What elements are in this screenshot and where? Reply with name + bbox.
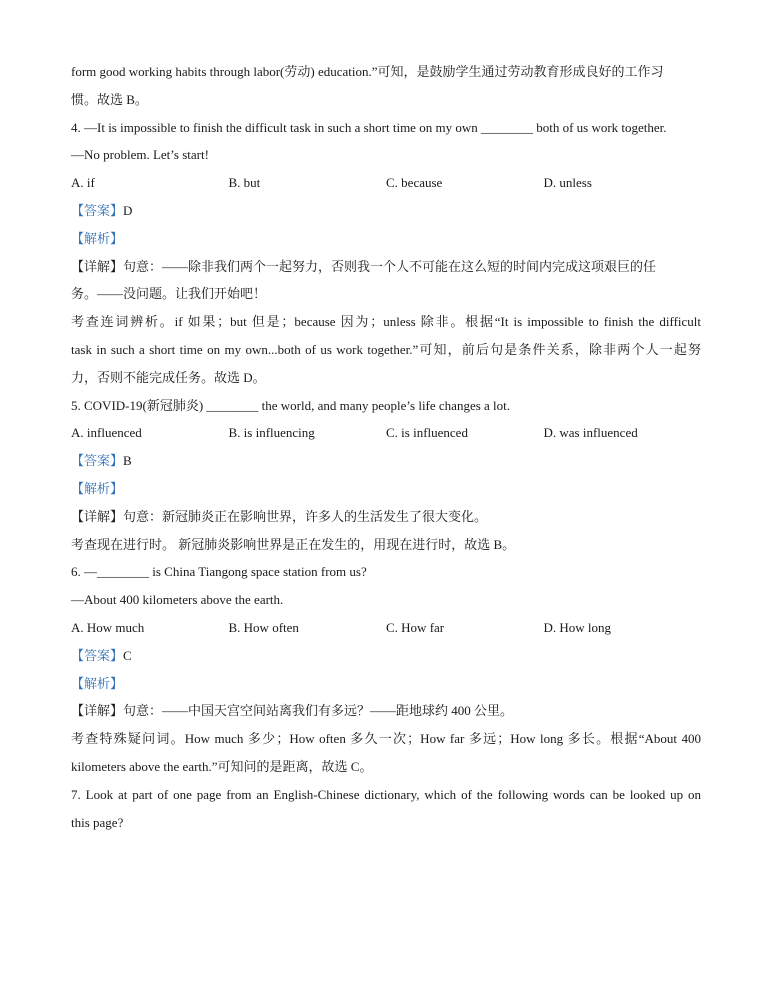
text-run: —No problem. Let’s start! <box>71 147 209 163</box>
text-line <box>71 586 701 614</box>
text-line <box>71 475 701 503</box>
text-run: C <box>123 647 132 663</box>
text-line <box>71 308 701 336</box>
answer-option: D. was influenced <box>543 425 638 441</box>
text-run: 【详解】 <box>71 258 124 274</box>
text-line <box>71 197 701 225</box>
answer-option: B. is influencing <box>228 425 315 441</box>
text-run: 务。——没问题。让我们开始吧！ <box>71 286 267 302</box>
text-run: 考查现在进行时。 新冠肺炎影响世界是正在发生的，用现在进行时，故选 B。 <box>71 536 516 552</box>
text-line <box>71 86 701 114</box>
text-line <box>71 58 701 86</box>
section-tag: 【答案】 <box>71 453 124 469</box>
text-line <box>71 336 701 364</box>
text-run: 力，否则不能完成任务。故选 D。 <box>71 369 266 385</box>
answer-option: C. How far <box>386 619 445 635</box>
text-line <box>71 447 701 475</box>
text-line <box>71 642 701 670</box>
text-line <box>71 725 701 753</box>
answer-option: D. How long <box>543 619 612 635</box>
text-run: kilometers above the earth.”可知问的是距离，故选 C。 <box>71 758 373 774</box>
text-run: 4. —It is impossible to finish the difficult task in such a short time on my own ________ both of us work together. <box>71 119 667 135</box>
text-run: 句意：新冠肺炎正在影响世界，许多人的生活发生了很大变化。 <box>123 508 488 524</box>
text-line <box>71 781 701 809</box>
answer-options <box>71 614 701 642</box>
text-line <box>71 503 701 531</box>
text-run: 7. Look at part of one page from an English-Chinese dictionary, which of the following words can be looked up on <box>71 786 701 802</box>
answer-option: A. How much <box>71 619 145 635</box>
text-line <box>71 753 701 781</box>
answer-option: A. if <box>71 175 95 191</box>
text-run: 6. —________ is China Tiangong space station from us? <box>71 564 367 580</box>
text-line <box>71 280 701 308</box>
answer-option: A. influenced <box>71 425 142 441</box>
text-line <box>71 670 701 698</box>
section-tag: 【解析】 <box>71 675 124 691</box>
answer-options <box>71 169 701 197</box>
text-line <box>71 253 701 281</box>
text-line <box>71 809 701 837</box>
answer-options <box>71 419 701 447</box>
text-run: 句意：——中国天宫空间站离我们有多远？——距地球约 400 公里。 <box>123 703 514 719</box>
text-line <box>71 697 701 725</box>
text-run: 5. COVID-19(新冠肺炎) ________ the world, and many people’s life changes a lot. <box>71 397 511 413</box>
text-run: 考查连词辨析。if 如果；but 但是；because 因为；unless 除非。根据“It is impossible to finish the difficult <box>71 314 701 330</box>
text-run: 【详解】 <box>71 508 124 524</box>
answer-option: C. because <box>386 175 443 191</box>
text-line <box>71 392 701 420</box>
text-line <box>71 558 701 586</box>
text-run: form good working habits through labor(劳动) education.”可知，是鼓励学生通过劳动教育形成良好的工作习 <box>71 64 664 79</box>
answer-option: B. but <box>228 175 261 191</box>
answer-option: B. How often <box>228 619 299 635</box>
answer-option: D. unless <box>543 175 592 191</box>
text-line <box>71 141 701 169</box>
text-line <box>71 364 701 392</box>
text-line <box>71 531 701 559</box>
section-tag: 【解析】 <box>71 480 124 496</box>
text-run: B <box>123 453 132 469</box>
text-line <box>71 114 701 142</box>
text-run: 惯。故选 B。 <box>71 91 148 107</box>
text-run: 考查特殊疑问词。How much 多少；How often 多久一次；How far 多远；How long 多长。根据“About 400 <box>71 731 701 747</box>
text-run: 句意：——除非我们两个一起努力，否则我一个人不可能在这么短的时间内完成这项艰巨的任 <box>123 258 657 274</box>
document-page <box>71 58 701 836</box>
section-tag: 【解析】 <box>71 230 124 246</box>
section-tag: 【答案】 <box>71 647 124 663</box>
text-run: this page? <box>71 814 124 830</box>
text-run: —About 400 kilometers above the earth. <box>71 592 284 608</box>
text-line <box>71 225 701 253</box>
text-run: task in such a short time on my own...both of us work together.”可知，前后句是条件关系，除非两个人一起努 <box>71 341 701 357</box>
answer-option: C. is influenced <box>386 425 468 441</box>
section-tag: 【答案】 <box>71 202 124 218</box>
text-run: 【详解】 <box>71 703 124 719</box>
text-run: D <box>123 202 133 218</box>
